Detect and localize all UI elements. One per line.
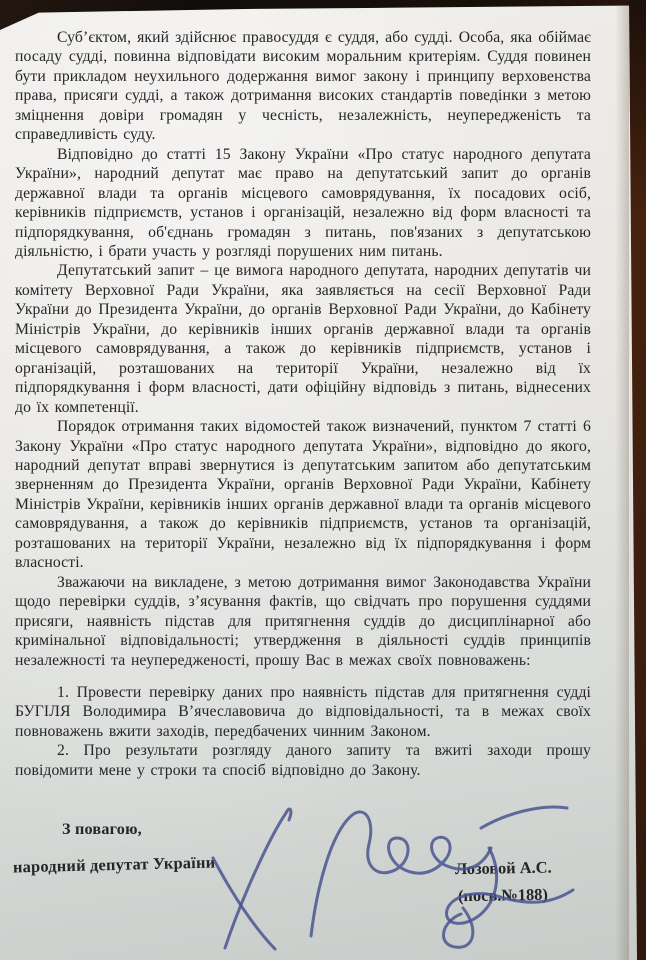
signer-name: Лозовой А.С. bbox=[454, 857, 552, 879]
list-item-2: 2. Про результати розгляду даного запиту та вжиті заходи прошу повідомити мене у строки та спосіб відповідно до Закону. bbox=[15, 742, 591, 779]
signer-credential: (посв.№188) bbox=[457, 884, 548, 906]
paper-right-shadow bbox=[615, 0, 629, 960]
photo-edge-right bbox=[626, 0, 646, 960]
paragraph-deputy-request-definition: Депутатський запит – це вимога народного депутата, народних депутатів чи комітету Верховної Ради України, яка заявляється на сесії Верховної Ради України до Президента України, до органів Верховної Ради України, до Кабінету Міністрів України, до керівників інших органів державної влади та органів місцевого самоврядування, а також до керівників підприємств, установ і організацій, розташованих на території України, незалежно від їх підпорядкування і форм власності, дати офіційну відповідь з питань, віднесених до їх компетенції. bbox=[15, 262, 591, 416]
paragraph-request-grounds: Зважаючи на викладене, з метою дотримання вимог Законодавства України щодо перевірки суддів, з’ясування фактів, що свідчать про порушення суддями присяги, наявність підстав для притягнення суддів до дисциплінарної або кримінальної відповідальності; утвердження в діяльності суддів принципів незалежності та неупередженості, прошу Вас в межах своїх повноважень: bbox=[15, 573, 591, 669]
photo-edge-top bbox=[0, 0, 646, 30]
list-item-1: 1. Провести перевірку даних про наявність підстав для притягнення судді БУГІЛЯ Володимира В’ячеславовича до відповідальності, та в межах своїх повноважень вжити заходів, передбачених чинним Законом. bbox=[15, 683, 591, 740]
paragraph-judiciary-subject: Суб’єктом, який здійснює правосуддя є суддя, або судді. Особа, яка обіймає посаду судді, повинна відповідати високим моральним критеріям. Суддя повинен бути прикладом неухильного додержання вимог закону і принципу верховенства права, присяги судді, а також дотримання високих стандартів поведінки з метою зміцнення довіри громадян у чесність, незалежність, неупередженість та справедливість суду. bbox=[15, 29, 591, 144]
letter-body bbox=[15, 28, 591, 780]
signer-role: народний депутат України bbox=[12, 852, 216, 877]
closing-salutation: З повагою, bbox=[62, 820, 142, 838]
signature-ink bbox=[183, 786, 583, 956]
paragraph-article-15: Відповідно до статті 15 Закону України «Про статус народного депутата України», народний депутат має право на депутатський запит до органів державної влади та органів місцевого самоврядування, їх посадових осіб, керівників підприємств, установ і організацій, незалежно від форм власності та підпорядкування, об'єднань громадян з питань, пов'язаних з депутатською діяльністю, і брати участь у розгляді порушених ним питань. bbox=[15, 145, 591, 260]
paragraph-article-6-point-7: Порядок отримання таких відомостей також визначений, пунктом 7 статті 6 Закону України «Про статус народного депутата України», відповідно до якого, народний депутат вправі звернутися із депутатським запитом або депутатським зверненням до Президента України, органів Верховної Ради України, Кабінету Міністрів України, керівників інших органів державної влади та органів місцевого самоврядування, а також до керівників підприємств, установ та організацій, розташованих на території України, незалежно від їх підпорядкування і форм власності. bbox=[15, 418, 591, 572]
